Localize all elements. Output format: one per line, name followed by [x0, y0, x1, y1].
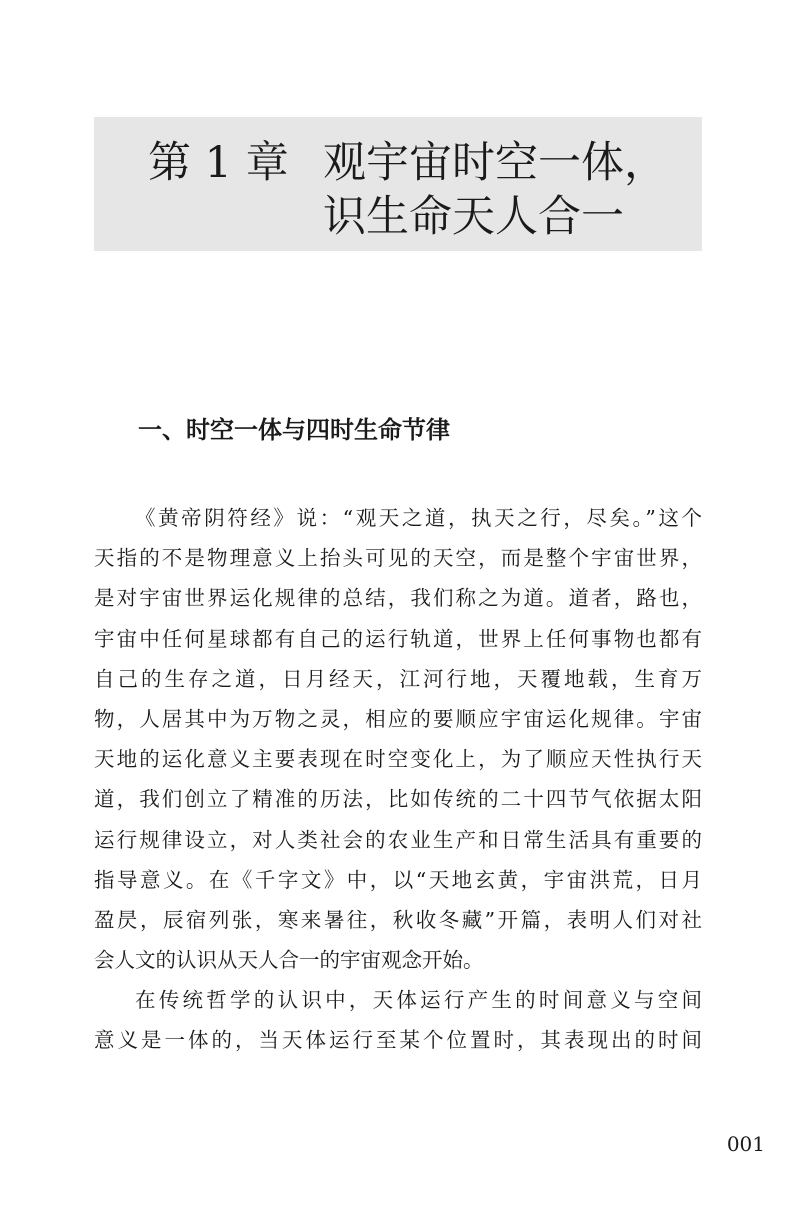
paragraph-1-line: 运行规律设立，对人类社会的农业生产和日常生活具有重要的 — [94, 827, 702, 852]
paragraph-1-line: 天指的不是物理意义上抬头可见的天空，而是整个宇宙世界， — [94, 546, 702, 571]
paragraph-1-line: 盈昃，辰宿列张，寒来暑往，秋收冬藏”开篇，表明人们对社 — [94, 907, 702, 932]
paragraph-1-line: 《黄帝阴符经》说：“观天之道，执天之行，尽矣。”这个 — [135, 506, 702, 530]
paragraph-1-line: 自己的生存之道，日月经天，江河行地，天覆地载，生育万 — [94, 666, 702, 691]
body-text — [94, 498, 702, 1061]
chapter-number: 第 1 章 — [148, 138, 289, 188]
chapter-title-first: 观宇宙时空一体， — [323, 138, 667, 188]
paragraph-1-line: 道，我们创立了精准的历法，比如传统的二十四节气依据太阳 — [94, 787, 702, 812]
chapter-title-second: 识生命天人合一 — [323, 192, 624, 242]
paragraph-1-line: 指导意义。在《千字文》中，以“天地玄黄，宇宙洪荒，日月 — [94, 867, 702, 892]
chapter-title-line1 — [148, 136, 667, 190]
page-number: 001 — [726, 1132, 765, 1156]
section-heading: 一、时空一体与四时生命节律 — [138, 416, 450, 444]
paragraph-1-line: 会人文的认识从天人合一的宇宙观念开始。 — [94, 948, 484, 973]
paragraph-1-line: 天地的运化意义主要表现在时空变化上，为了顺应天性执行天 — [94, 747, 702, 772]
paragraph-1-line: 物，人居其中为万物之灵，相应的要顺应宇宙运化规律。宇宙 — [94, 706, 702, 731]
paragraph-2-line: 意义是一体的，当天体运行至某个位置时，其表现出的时间 — [94, 1028, 702, 1053]
paragraph-1-line: 是对宇宙世界运化规律的总结，我们称之为道。道者，路也， — [94, 586, 702, 611]
paragraph-1-line: 宇宙中任何星球都有自己的运行轨道，世界上任何事物也都有 — [94, 626, 702, 651]
paragraph-2-line: 在传统哲学的认识中，天体运行产生的时间意义与空间 — [135, 988, 702, 1013]
